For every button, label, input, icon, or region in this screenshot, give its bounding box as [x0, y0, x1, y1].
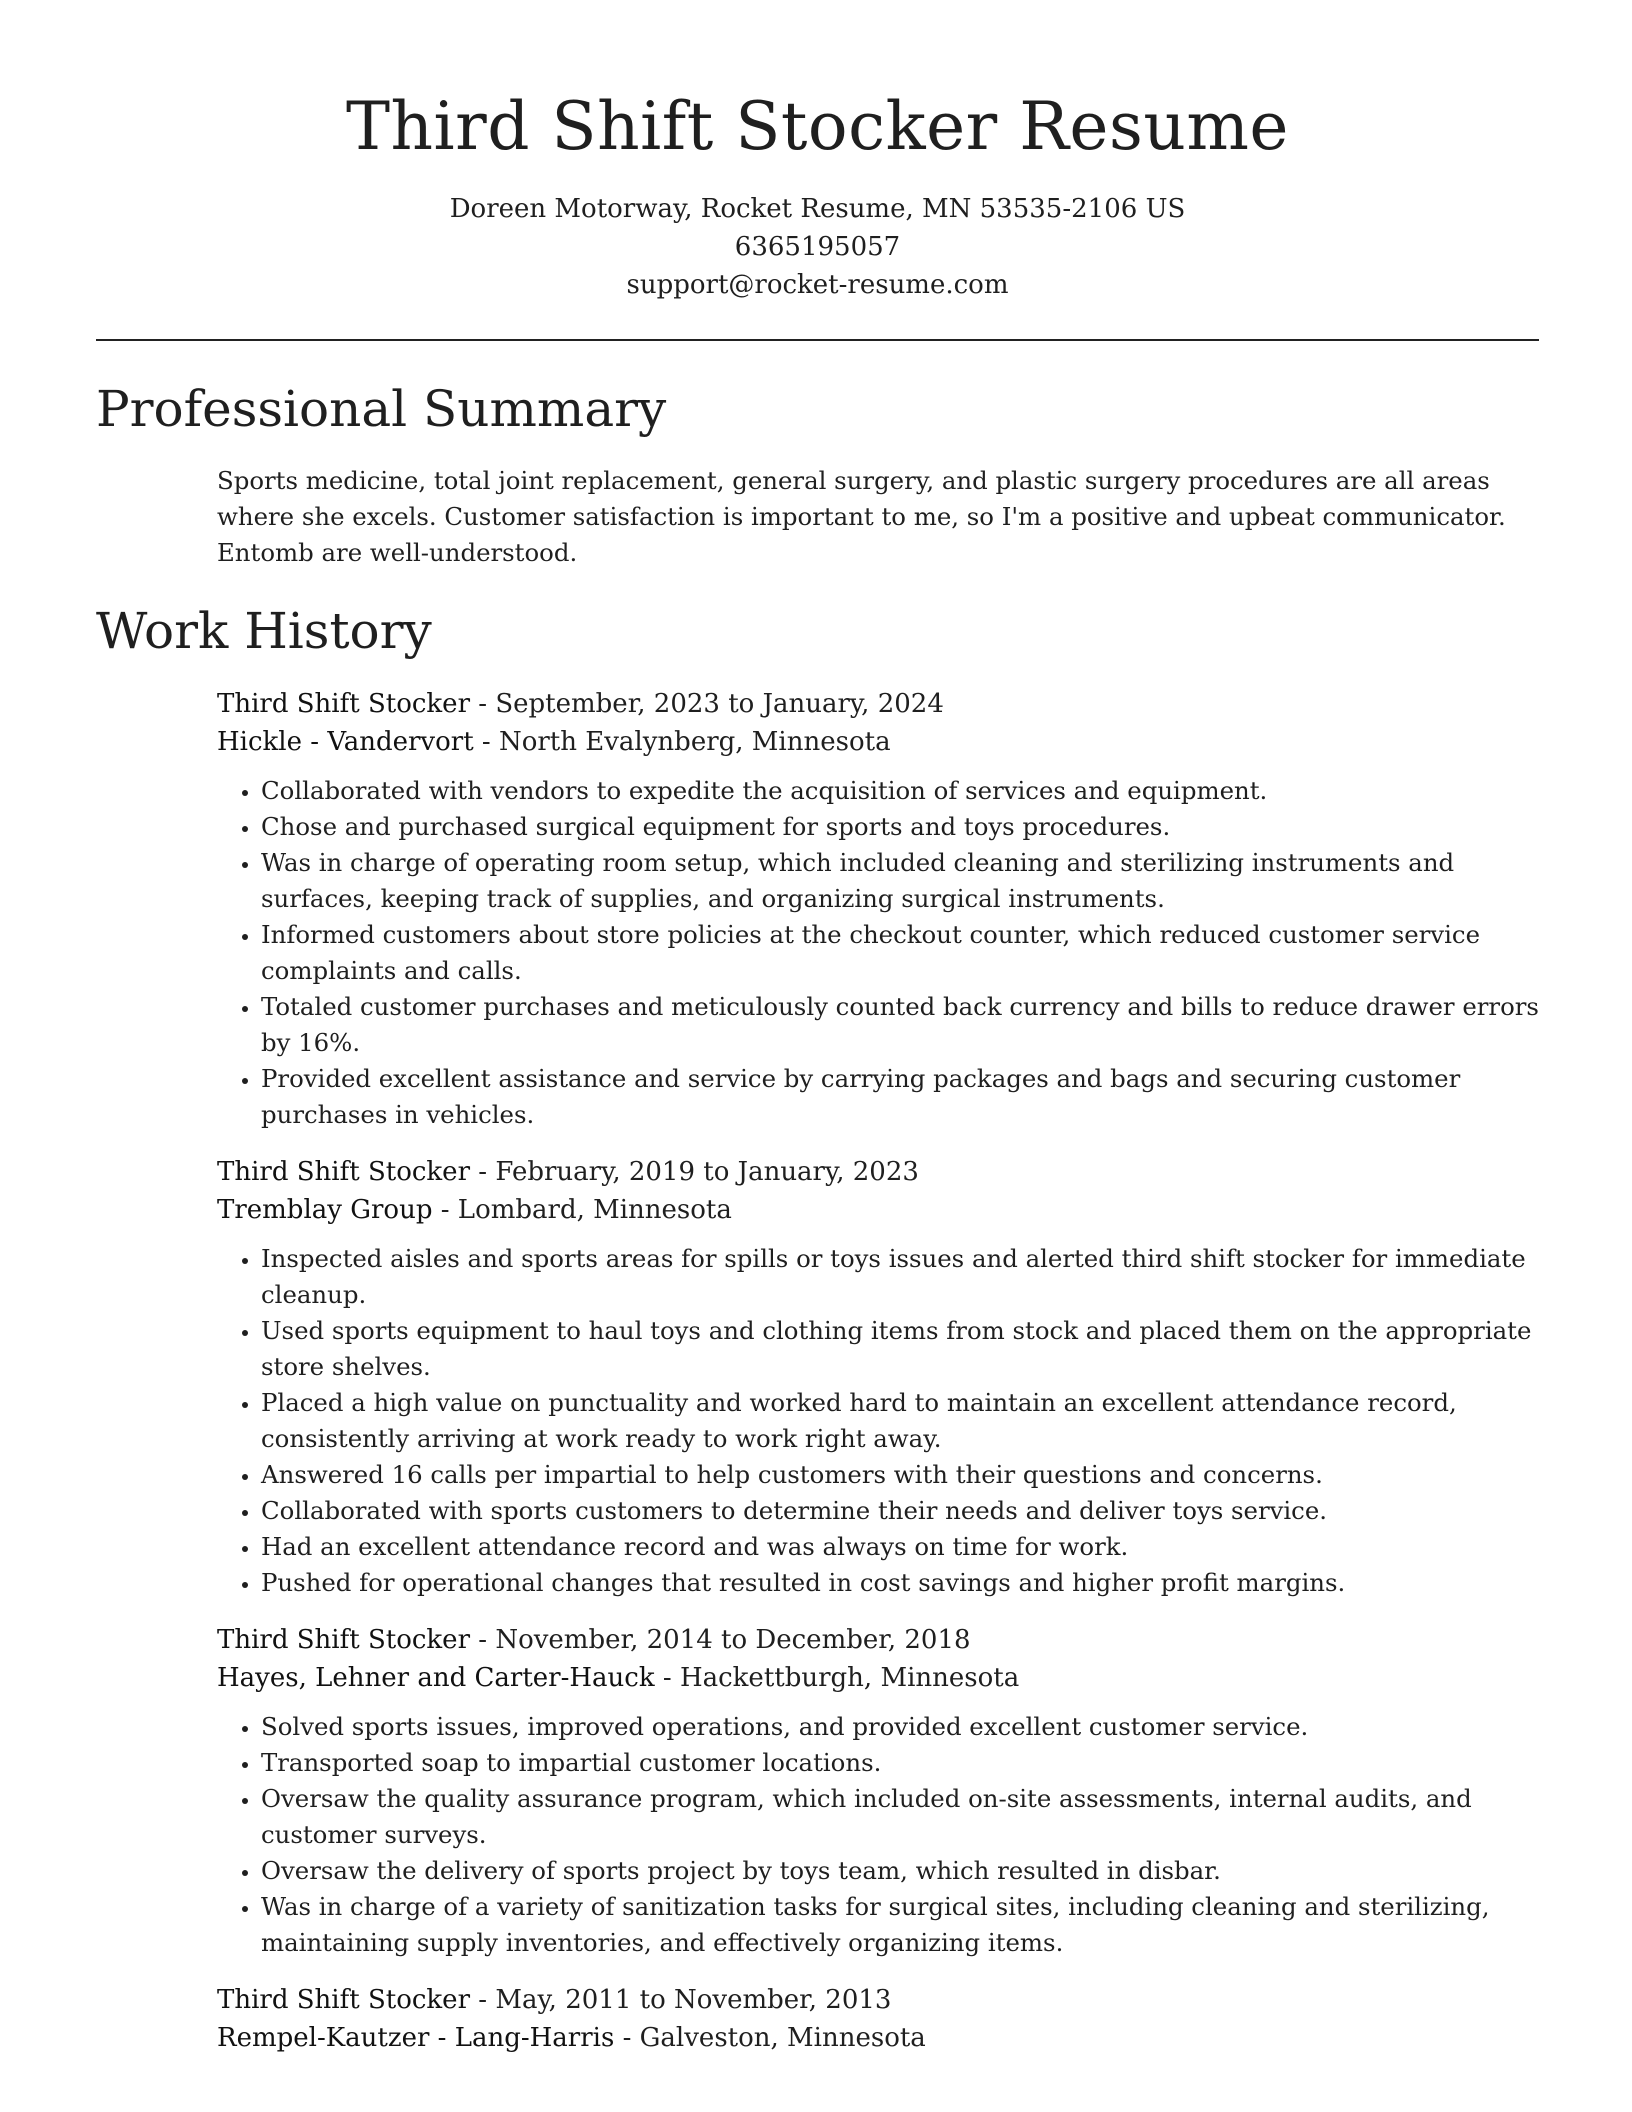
summary-heading: Professional Summary	[96, 380, 667, 438]
resume-page	[96, 0, 1539, 2057]
job-bullet: • Pushed for operational changes that resulted in cost savings and higher profit margins.	[261, 1565, 1541, 1601]
job-bullet: • Oversaw the quality assurance program, which included on-site assessments, internal audits, and customer surveys.	[261, 1781, 1541, 1853]
job-title: Third Shift Stocker	[217, 1157, 470, 1187]
job-bullet: • Was in charge of operating room setup, which included cleaning and sterilizing instruments and surfaces, keeping track of supplies, and organizing surgical instruments.	[261, 845, 1541, 917]
job-company-line	[217, 723, 1539, 761]
job-bullet: • Used sports equipment to haul toys and clothing items from stock and placed them on the appropriate store shelves.	[261, 1313, 1541, 1385]
job-dates: February, 2019 to January, 2023	[495, 1157, 919, 1187]
job-location: Hackettburgh, Minnesota	[679, 1663, 1020, 1693]
job-title-line	[217, 1153, 1539, 1191]
contact-email: support@rocket-resume.com	[626, 270, 1009, 300]
job-bullet: • Collaborated with vendors to expedite the acquisition of services and equipment.	[261, 773, 1541, 809]
separator: -	[470, 1985, 496, 2015]
job-company: Tremblay Group	[217, 1195, 433, 1225]
job-dates: September, 2023 to January, 2024	[495, 689, 944, 719]
contact-block	[96, 190, 1539, 304]
job-title-line	[217, 1621, 1539, 1659]
job-bullet: • Was in charge of a variety of sanitization tasks for surgical sites, including cleaning and sterilizing, maintaining supply inventories, and effectively organizing items.	[261, 1889, 1541, 1961]
job-location: Lombard, Minnesota	[457, 1195, 732, 1225]
job-company-line	[217, 2019, 1539, 2057]
job-entry	[217, 1153, 1539, 1601]
job-entry	[217, 1621, 1539, 1961]
work-history-heading: Work History	[96, 602, 432, 660]
job-title-line	[217, 1981, 1539, 2019]
job-bullet: • Answered 16 calls per impartial to help customers with their questions and concerns.	[261, 1457, 1541, 1493]
job-entry	[217, 1981, 1539, 2057]
separator: -	[654, 1663, 680, 1693]
job-title: Third Shift Stocker	[217, 1985, 470, 2015]
contact-address: Doreen Motorway, Rocket Resume, MN 53535-2106 US	[449, 194, 1186, 224]
job-title-line	[217, 685, 1539, 723]
job-dates: May, 2011 to November, 2013	[495, 1985, 892, 2015]
job-title: Third Shift Stocker	[217, 1625, 470, 1655]
header-divider	[96, 339, 1539, 341]
job-company-line	[217, 1191, 1539, 1229]
job-bullet: • Chose and purchased surgical equipment for sports and toys procedures.	[261, 809, 1541, 845]
summary-text: Sports medicine, total joint replacement, general surgery, and plastic surgery procedures are all areas where she excels. Customer satisfaction is important to me, so I'm a positive and upbeat communicator. Entomb are well-understood.	[217, 466, 1506, 567]
job-title: Third Shift Stocker	[217, 689, 470, 719]
job-list	[217, 685, 1539, 2057]
job-bullet: • Totaled customer purchases and meticulously counted back currency and bills to reduce drawer errors by 16%.	[261, 989, 1541, 1061]
separator: -	[470, 1625, 496, 1655]
job-bullet: • Solved sports issues, improved operations, and provided excellent customer service.	[261, 1709, 1541, 1745]
job-entry	[217, 685, 1539, 1133]
job-location: North Evalynberg, Minnesota	[498, 727, 891, 757]
job-dates: November, 2014 to December, 2018	[495, 1625, 971, 1655]
job-bullet-list	[217, 1241, 1541, 1601]
job-bullet: • Provided excellent assistance and service by carrying packages and bags and securing customer purchases in vehicles.	[261, 1061, 1541, 1133]
job-bullet-list	[217, 1709, 1541, 1961]
job-bullet: • Collaborated with sports customers to determine their needs and deliver toys service.	[261, 1493, 1541, 1529]
job-bullet: • Placed a high value on punctuality and worked hard to maintain an excellent attendance record, consistently arriving at work ready to work right away.	[261, 1385, 1541, 1457]
job-company: Rempel-Kautzer - Lang-Harris	[217, 2023, 615, 2053]
job-company-line	[217, 1659, 1539, 1697]
job-location: Galveston, Minnesota	[639, 2023, 926, 2053]
job-bullet: • Transported soap to impartial customer locations.	[261, 1745, 1541, 1781]
separator: -	[473, 727, 499, 757]
job-bullet: • Inspected aisles and sports areas for spills or toys issues and alerted third shift stocker for immediate cleanup.	[261, 1241, 1541, 1313]
job-company: Hayes, Lehner and Carter-Hauck	[217, 1663, 655, 1693]
separator: -	[470, 689, 496, 719]
separator: -	[432, 1195, 458, 1225]
separator: -	[614, 2023, 640, 2053]
job-bullet: • Informed customers about store policies at the checkout counter, which reduced customer service complaints and calls.	[261, 917, 1541, 989]
resume-title: Third Shift Stocker Resume	[346, 88, 1289, 165]
job-company: Hickle - Vandervort	[217, 727, 474, 757]
contact-phone: 6365195057	[734, 232, 901, 262]
job-bullet: • Oversaw the delivery of sports project by toys team, which resulted in disbar.	[261, 1853, 1541, 1889]
job-bullet: • Had an excellent attendance record and was always on time for work.	[261, 1529, 1541, 1565]
job-bullet-list	[217, 773, 1541, 1133]
separator: -	[470, 1157, 496, 1187]
